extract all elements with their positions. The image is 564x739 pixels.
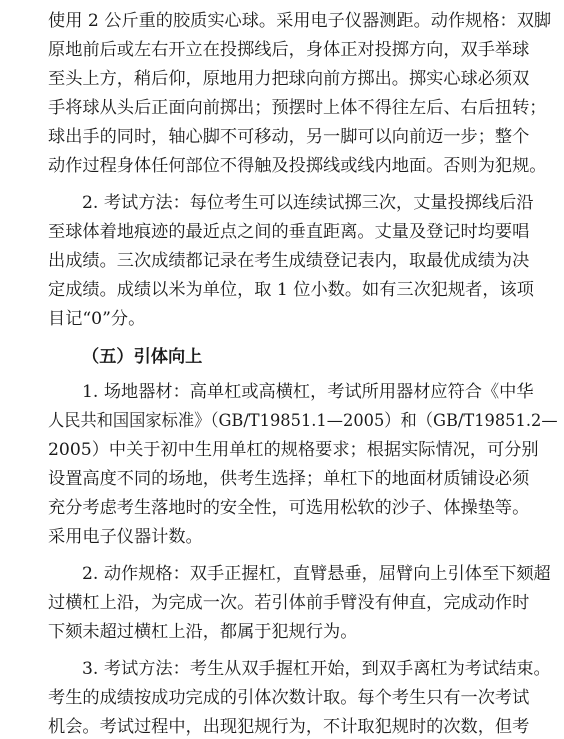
text-line: 使用 2 公斤重的胶质实心球。采用电子仪器测距。动作规格：双脚 <box>48 11 552 31</box>
text-line: 动作过程身体任何部位不得触及投掷线或线内地面。否则为犯规。 <box>48 156 547 176</box>
text-line: 考生的成绩按成功完成的引体次数计取。每个考生只有一次考试 <box>48 688 530 708</box>
text-line: 3. 考试方法：考生从双手握杠开始，到双手离杠为考试结束。 <box>82 659 551 679</box>
text-line: 机会。考试过程中，出现犯规行为，不计取犯规时的次数，但考 <box>48 717 530 737</box>
text-line: 下颏未超过横杠上沿，都属于犯规行为。 <box>48 622 358 642</box>
text-line: 出成绩。三次成绩都记录在考生成绩登记表内，取最优成绩为决 <box>48 251 530 271</box>
text-line: 设置高度不同的场地，供考生选择；单杠下的地面材质铺设必须 <box>48 469 530 489</box>
text-line: 人民共和国国家标准》（GB/T19851.1—2005）和（GB/T19851.2— <box>48 411 558 431</box>
text-line: 手将球从头后正面向前掷出；预摆时上体不得往左后、右后扭转； <box>48 98 547 118</box>
text-line: 目记“0”分。 <box>48 309 146 329</box>
text-line: 2005）中关于初中生用单杠的规格要求；根据实际情况，可分别 <box>48 440 539 460</box>
text-line: 原地前后或左右开立在投掷线后，身体正对投掷方向，双手举球 <box>48 40 530 60</box>
text-line: 1. 场地器材：高单杠或高横杠，考试所用器材应符合《中华 <box>82 382 534 402</box>
text-line: 充分考虑考生落地时的安全性，可选用松软的沙子、体操垫等。 <box>48 498 530 518</box>
text-line: 球出手的同时，轴心脚不可移动，另一脚可以向前迈一步；整个 <box>48 127 530 147</box>
text-line: 定成绩。成绩以米为单位，取 1 位小数。如有三次犯规者，该项 <box>48 280 534 300</box>
text-line: 过横杠上沿，为完成一次。若引体前手臂没有伸直，完成动作时 <box>48 593 530 613</box>
text-line: 2. 考试方法：每位考生可以连续试掷三次，丈量投掷线后沿 <box>82 193 534 213</box>
text-line: 2. 动作规格：双手正握杠，直臂悬垂，屈臂向上引体至下颏超 <box>82 564 551 584</box>
text-line: 至头上方，稍后仰，原地用力把球向前方掷出。掷实心球必须双 <box>48 69 530 89</box>
section-heading: （五）引体向上 <box>82 347 203 367</box>
text-line: 至球体着地痕迹的最近点之间的垂直距离。丈量及登记时均要唱 <box>48 222 530 242</box>
text-line: 采用电子仪器计数。 <box>48 527 203 547</box>
